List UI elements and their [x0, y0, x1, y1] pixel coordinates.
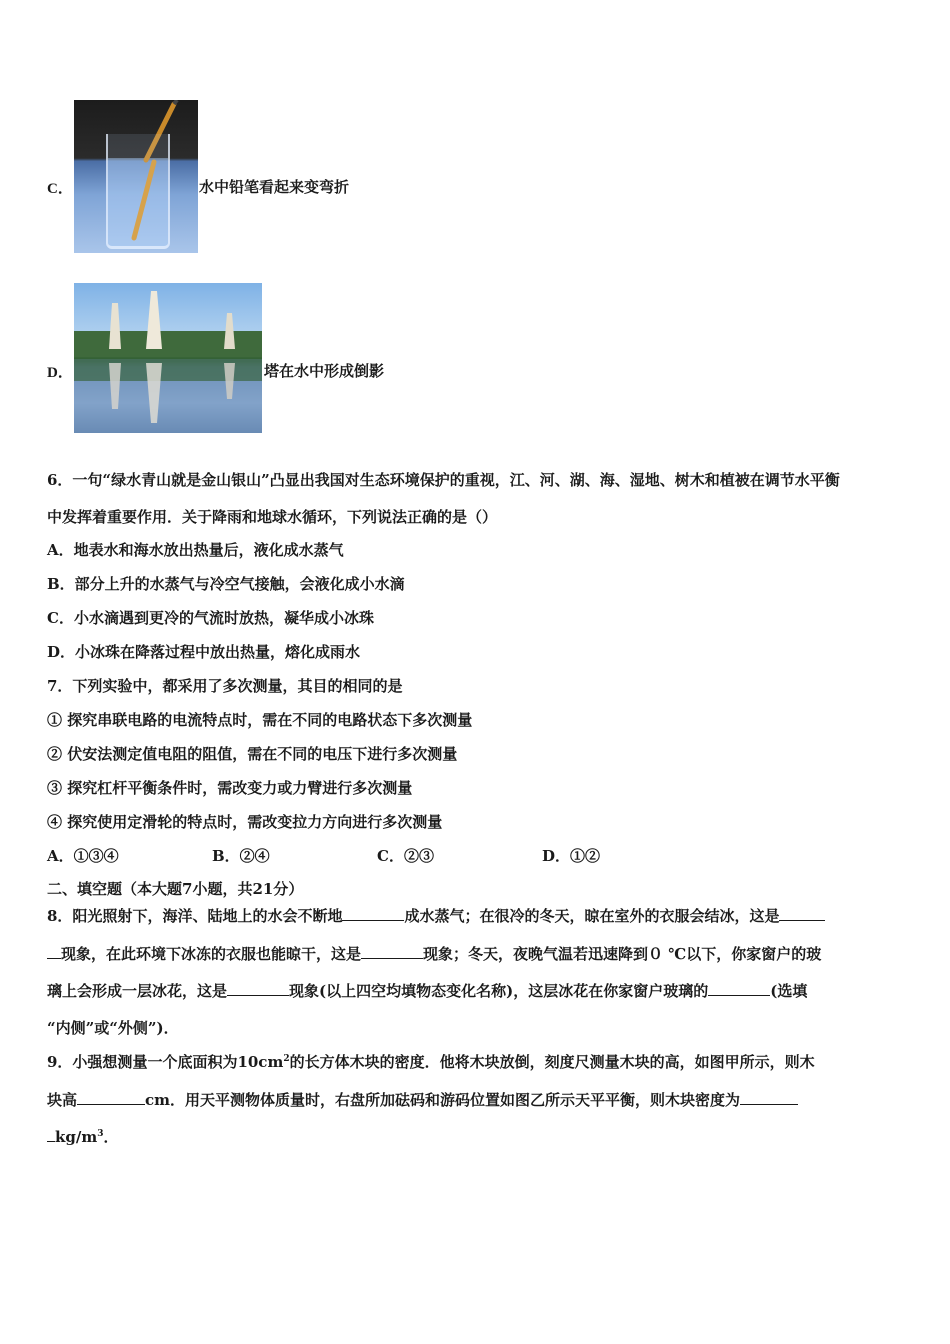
- section-title: 二、填空题（本大题7小题，共21分）: [47, 880, 304, 898]
- pagoda-reflection-image: [74, 283, 262, 433]
- q6-stem-line1: 6．一句“绿水青山就是金山银山”凸显出我国对生态环境保护的重视，江、河、湖、海、湿地、树木和植被在调节水平衡: [47, 471, 840, 489]
- q8-blank-5[interactable]: [708, 981, 770, 996]
- q9-blank-height[interactable]: [77, 1090, 145, 1105]
- q8-blank-2a[interactable]: [779, 906, 825, 921]
- q7-choice-a: A．①③④: [47, 847, 119, 865]
- q7-choice-b: B．②④: [212, 847, 270, 865]
- q9-line2: 块高 cm．用天平测物体质量时，右盘所加砝码和游码位置如图乙所示天平平衡，则木块密度为: [47, 1090, 798, 1110]
- q9-blank-density-b[interactable]: [47, 1127, 55, 1142]
- q7-item-2: ② 伏安法测定值电阻的阻值，需在不同的电压下进行多次测量: [47, 745, 458, 763]
- q7-choice-c: C．②③: [377, 847, 434, 865]
- q8-blank-3[interactable]: [361, 944, 423, 959]
- option-d-label: D．: [47, 365, 73, 381]
- q8-line1: 8．阳光照射下，海洋、陆地上的水会不断地 成水蒸气；在很冷的冬天，晾在室外的衣服会结冰，这是: [47, 906, 825, 926]
- q7-stem: 7．下列实验中，都采用了多次测量，其目的相同的是: [47, 677, 403, 695]
- pencil-in-water-image: [74, 100, 198, 253]
- q7-item-1: ① 探究串联电路的电流特点时，需在不同的电路状态下多次测量: [47, 711, 473, 729]
- q8-blank-2b[interactable]: [47, 944, 61, 959]
- q9-line1: 9．小强想测量一个底面积为$10cm^2$的长方体木块的密度．他将木块放倒，刻度尺测量木块的高，如图甲所示，则木: [47, 1053, 815, 1071]
- q8-line3: 璃上会形成一层冰花，这是 现象(以上四空均填物态变化名称)，这层冰花在你家窗户玻璃的 (选填: [47, 982, 808, 1000]
- q6-option-d: D．小冰珠在降落过程中放出热量，熔化成雨水: [47, 643, 361, 661]
- q8-blank-4[interactable]: [227, 981, 289, 996]
- q7-item-4: ④ 探究使用定滑轮的特点时，需改变拉力方向进行多次测量: [47, 813, 443, 831]
- option-c-caption: 水中铅笔看起来变弯折: [199, 178, 350, 196]
- option-c-label: C．: [47, 181, 73, 197]
- q9-line3: $kg/m^3$．: [47, 1127, 119, 1147]
- q6-option-a: A．地表水和海水放出热量后，液化成水蒸气: [47, 541, 344, 559]
- q8-blank-1[interactable]: [342, 906, 404, 921]
- q8-line4: “内侧”或“外侧”)．: [47, 1019, 179, 1037]
- option-d-caption: 塔在水中形成倒影: [264, 362, 385, 380]
- q7-item-3: ③ 探究杠杆平衡条件时，需改变力或力臂进行多次测量: [47, 779, 413, 797]
- q8-line2: 现象，在此环境下冰冻的衣服也能晾干，这是 现象；冬天，夜晚气温若迅速降到０ ℃以下，你家窗户的玻: [47, 944, 821, 964]
- q9-blank-density-a[interactable]: [740, 1090, 798, 1105]
- q6-stem-line2: 中发挥着重要作用．关于降雨和地球水循环，下列说法正确的是（）: [47, 508, 498, 526]
- q7-choice-d: D．①②: [542, 847, 601, 865]
- q6-option-b: B．部分上升的水蒸气与冷空气接触，会液化成小水滴: [47, 575, 405, 593]
- q6-option-c: C．小水滴遇到更冷的气流时放热，凝华成小冰珠: [47, 609, 374, 627]
